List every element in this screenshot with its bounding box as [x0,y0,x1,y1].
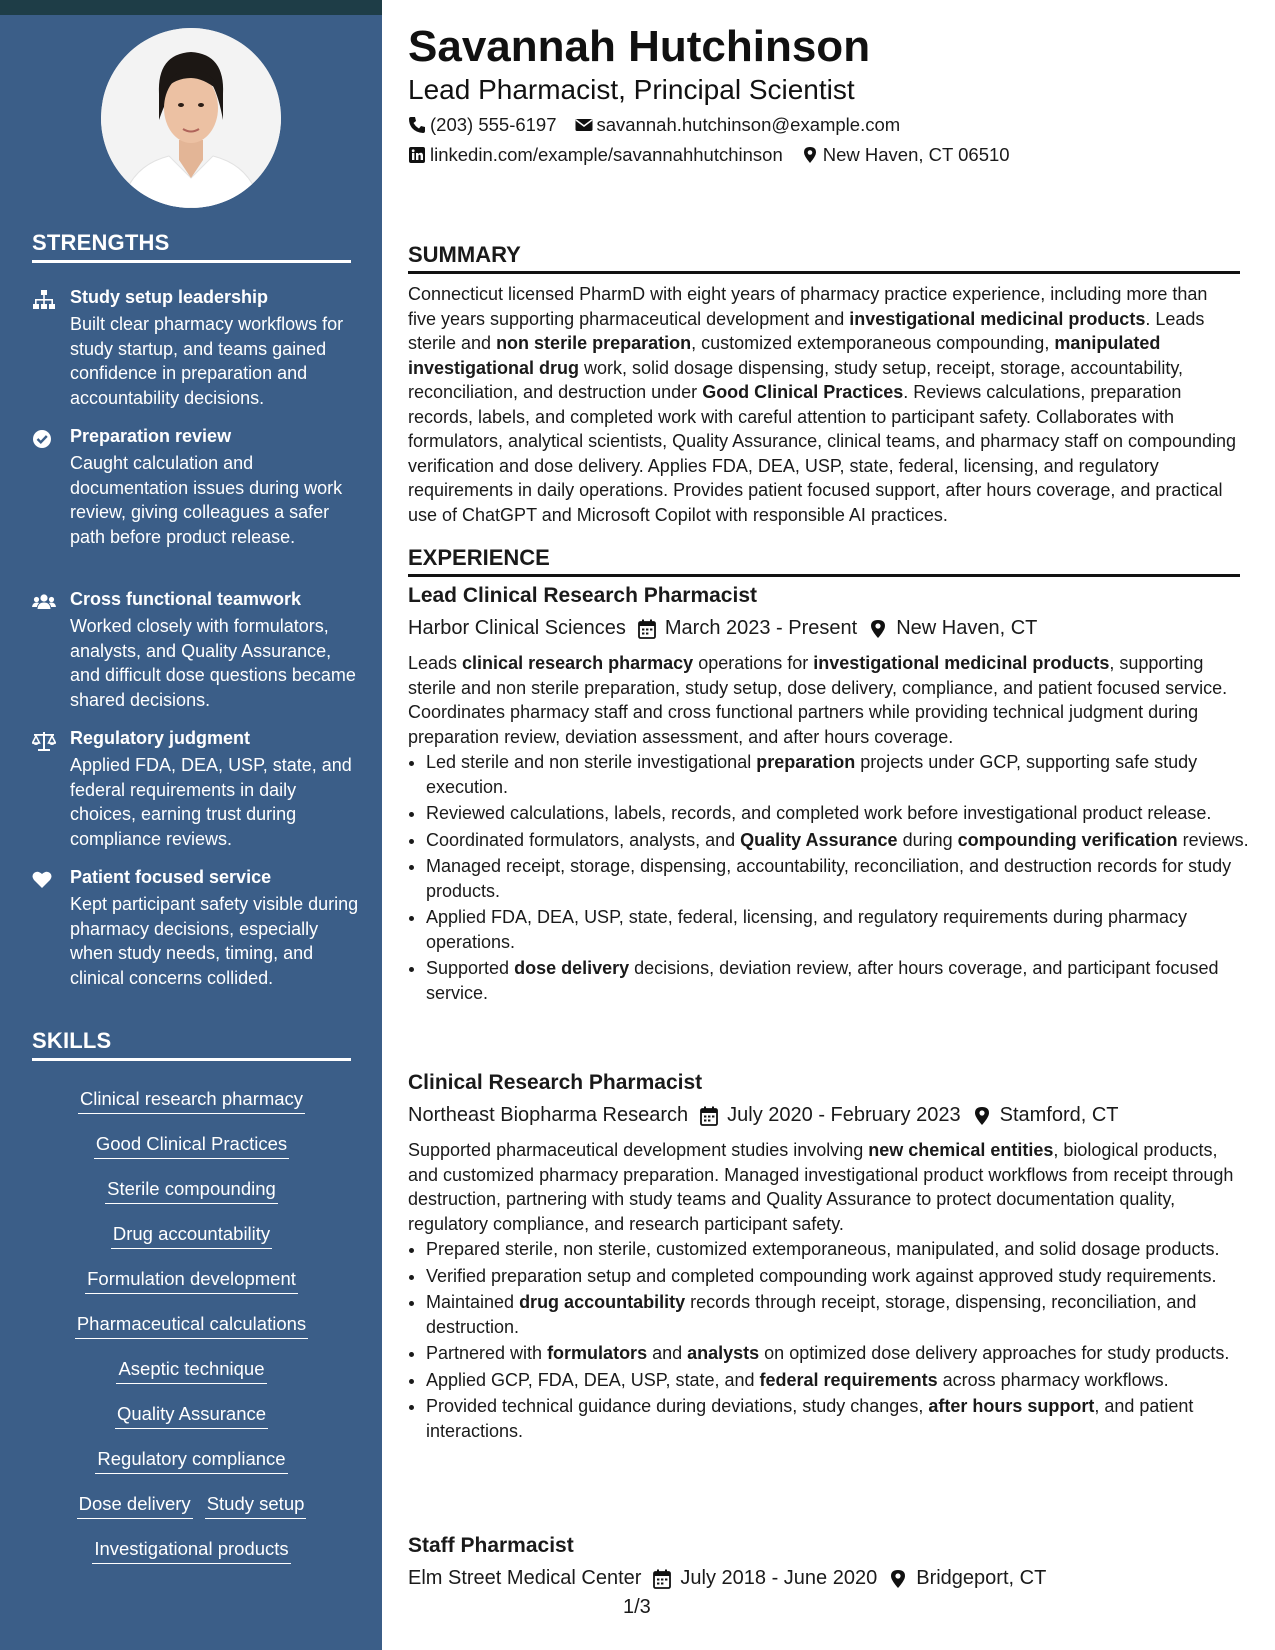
skill-row [32,1312,351,1357]
calendar-icon [653,1569,671,1589]
text-run: Supported pharmaceutical development studies involving [408,1140,869,1160]
users-icon [32,591,56,613]
text-run: during [897,829,958,850]
text-run: operations for [693,653,814,673]
job-title: Staff Pharmacist [408,1534,574,1557]
job-meta [408,617,1037,640]
job-dates: March 2023 - Present [664,617,858,639]
job-company: Elm Street Medical Center [408,1567,642,1589]
job-location: Stamford, CT [999,1104,1119,1126]
text-run: on optimized dose delivery approaches for study products. [759,1343,1230,1363]
contact-row [408,114,900,136]
text-run: , supporting sterile and non sterile preparation, study setup, dose delivery, compliance, and patient focused service. Coordinates pharmacy staff and cross functional partners while providing technical judgment during preparation review, deviation assessment, and after hours coverage. [408,653,1228,747]
skill-row [32,1087,351,1132]
email-link[interactable]: savannah.hutchinson@example.com [596,114,901,135]
emphasis-text: federal requirements [759,1369,938,1390]
text-run: , and patient interactions. [426,1396,1194,1441]
text-run: . Leads sterile and [408,308,1205,353]
strength-desc: Kept participant safety visible during pharmacy decisions, especially when study needs, timing, and clinical concerns collided. [70,894,359,988]
skill-tag: Investigational products [92,1537,290,1564]
emphasis-text: analysts [687,1343,760,1363]
skill-row [32,1267,351,1312]
emphasis-text: compounding verification [957,829,1178,850]
job-description [408,651,1240,749]
contact-row [408,144,1010,166]
heart-icon [32,869,56,891]
text-run: Maintained [426,1292,520,1312]
skill-tag: Pharmaceutical calculations [75,1312,308,1339]
strength-title: Patient focused service [70,867,272,887]
envelope-icon [575,116,593,134]
text-run: . Reviews calculations, preparation records, labels, and completed work with careful attention to participant safety. Collaborates with formulators, analytical scientists, Quality Assurance, clinical teams, and pharmacy staff on compounding verification and dose delivery. Applies FDA, DEA, USP, state, federal, licensing, and regulatory requirements in daily operations. Provides patient focused support, after hours coverage, and practical use of ChatGPT and Microsoft Copilot with responsible AI practices. [408,382,1237,525]
skill-tag: Aseptic technique [116,1357,266,1384]
strength-title: Preparation review [70,426,232,446]
text-run: decisions, deviation review, after hours coverage, and participant focused service. [426,958,1219,1003]
sidebar [0,15,382,1650]
calendar-icon [638,619,656,639]
job-bullet [426,1290,1258,1339]
text-run: Connecticut licensed PharmD with eight years of pharmacy practice experience, including more than five years supporting pharmaceutical development and [408,284,1208,329]
text-run: Led sterile and non sterile investigational [426,752,757,772]
check-circle-icon [32,428,56,450]
job-bullet [426,1341,1258,1366]
text-run: and [647,1343,688,1363]
job-bullets [408,750,1258,1007]
candidate-name: Savannah Hutchinson [408,22,871,71]
skill-row [32,1357,351,1402]
emphasis-text: new chemical entities [868,1140,1054,1160]
job-bullet [426,801,1258,826]
map-pin-icon [889,1569,907,1589]
emphasis-text: preparation [756,752,856,772]
skill-tag: Formulation development [85,1267,298,1294]
text-run: Coordinated formulators, analysts, and [426,829,741,850]
skill-tag: Sterile compounding [105,1177,278,1204]
skill-tag: Drug accountability [111,1222,272,1249]
skill-tag: Study setup [205,1492,307,1519]
phone-icon [408,116,426,134]
candidate-role: Lead Pharmacist, Principal Scientist [408,74,855,105]
text-run: Reviewed calculations, labels, records, and completed work before investigational product release. [426,803,1212,823]
emphasis-text: manipulated investigational drug [408,333,1161,378]
job-title: Clinical Research Pharmacist [408,1071,703,1094]
emphasis-text: formulators [547,1343,648,1363]
strength-title: Study setup leadership [70,287,269,307]
job-company: Harbor Clinical Sciences [408,617,626,639]
strength-desc: Built clear pharmacy workflows for study startup, and teams gained confidence in preparation and accountability decisions. [70,314,344,408]
linkedin-link[interactable]: linkedin.com/example/savannahhutchinson [430,144,783,165]
text-run: reviews. [1177,829,1249,850]
strengths-heading: STRENGTHS [32,230,351,263]
job-bullets [408,1237,1258,1445]
location-text: New Haven, CT 06510 [822,144,1010,165]
text-run: Applied FDA, DEA, USP, state, federal, licensing, and regulatory requirements during pharmacy operations. [426,907,1188,952]
skills-list [32,1087,351,1582]
emphasis-text: investigational medicinal products [849,308,1146,329]
text-run: Provided technical guidance during deviations, study changes, [426,1396,929,1416]
job-bullet [426,750,1258,799]
job-description [408,1138,1240,1236]
text-run: records through receipt, storage, dispensing, reconciliation, and destruction. [426,1292,1197,1337]
map-pin-icon [973,1106,991,1126]
emphasis-text: clinical research pharmacy [462,653,694,673]
job-dates: July 2020 - February 2023 [727,1104,961,1126]
job-meta [408,1104,1119,1127]
sidebar-top-band [0,0,382,15]
text-run: , biological products, and customized pharmacy preparation. Managed investigational product workflows from receipt through destruction, partnering with study teams and Quality Assurance to protect documentation quality, regulatory compliance, and research participant safety. [408,1140,1234,1234]
job-bullet [426,956,1258,1005]
job-bullet [426,1237,1258,1262]
text-run: Prepared sterile, non sterile, customized extemporaneous, manipulated, and solid dosage products. [426,1239,1220,1259]
map-pin-icon [869,619,887,639]
job-location: New Haven, CT [896,617,1038,639]
skill-tag: Dose delivery [77,1492,193,1519]
summary-text [408,282,1240,527]
emphasis-text: non sterile preparation [496,333,692,353]
text-run: Leads [408,653,463,673]
job-company: Northeast Biopharma Research [408,1104,689,1126]
avatar [101,28,281,208]
phone-number[interactable]: (203) 555-6197 [430,114,557,135]
skill-row [32,1222,351,1267]
skills-heading: SKILLS [32,1028,351,1061]
skill-row [32,1132,351,1177]
summary-heading: SUMMARY [408,242,1240,274]
skill-tag: Good Clinical Practices [94,1132,289,1159]
calendar-icon [700,1106,718,1126]
emphasis-text: drug accountability [519,1292,686,1312]
linkedin-icon [408,146,426,164]
job-bullet [426,854,1258,903]
skill-row [32,1177,351,1222]
text-run: Managed receipt, storage, dispensing, accountability, reconciliation, and destruction records for study products. [426,856,1232,901]
sitemap-icon [32,289,56,311]
skill-row [32,1402,351,1447]
text-run: projects under GCP, supporting safe study execution. [426,752,1198,797]
map-pin-icon [801,146,819,164]
text-run: Verified preparation setup and completed compounding work against approved study requirements. [426,1265,1217,1286]
job-bullet [426,1264,1258,1289]
text-run: work, solid dosage dispensing, study setup, receipt, storage, accountability, reconciliation, and destruction under [408,357,1184,402]
skill-tag: Regulatory compliance [95,1447,287,1474]
profile-photo [101,28,281,208]
page-number: 1/3 [623,1596,651,1618]
skill-tag: Quality Assurance [115,1402,268,1429]
skill-row [32,1537,351,1582]
job-bullet [426,828,1258,853]
text-run: Supported [426,958,515,978]
strength-title: Cross functional teamwork [70,589,302,609]
strength-desc: Caught calculation and documentation issues during work review, giving colleagues a safer path before product release. [70,453,343,547]
job-bullet [426,905,1258,954]
text-run: , customized extemporaneous compounding, [691,333,1055,353]
emphasis-text: after hours support [928,1396,1095,1416]
emphasis-text: investigational medicinal products [813,653,1110,673]
job-location: Bridgeport, CT [916,1567,1047,1589]
text-run: Applied GCP, FDA, DEA, USP, state, and [426,1369,760,1390]
text-run: Partnered with [426,1343,548,1363]
strength-title: Regulatory judgment [70,728,251,748]
job-meta [408,1567,1046,1590]
strength-desc: Worked closely with formulators, analysts, and Quality Assurance, and difficult dose questions became shared decisions. [70,616,356,710]
emphasis-text: dose delivery [514,958,630,978]
skill-tag: Clinical research pharmacy [78,1087,305,1114]
job-title: Lead Clinical Research Pharmacist [408,584,757,607]
skill-row [32,1492,351,1537]
scale-balance-icon [32,730,56,752]
job-bullet [426,1394,1258,1443]
experience-heading: EXPERIENCE [408,545,1240,577]
skill-row [32,1447,351,1492]
strength-desc: Applied FDA, DEA, USP, state, and federal requirements in daily choices, earning trust during compliance reviews. [70,755,352,849]
emphasis-text: Quality Assurance [740,829,898,850]
job-bullet [426,1368,1258,1393]
job-dates: July 2018 - June 2020 [680,1567,878,1589]
emphasis-text: Good Clinical Practices [702,382,904,402]
text-run: across pharmacy workflows. [937,1369,1169,1390]
